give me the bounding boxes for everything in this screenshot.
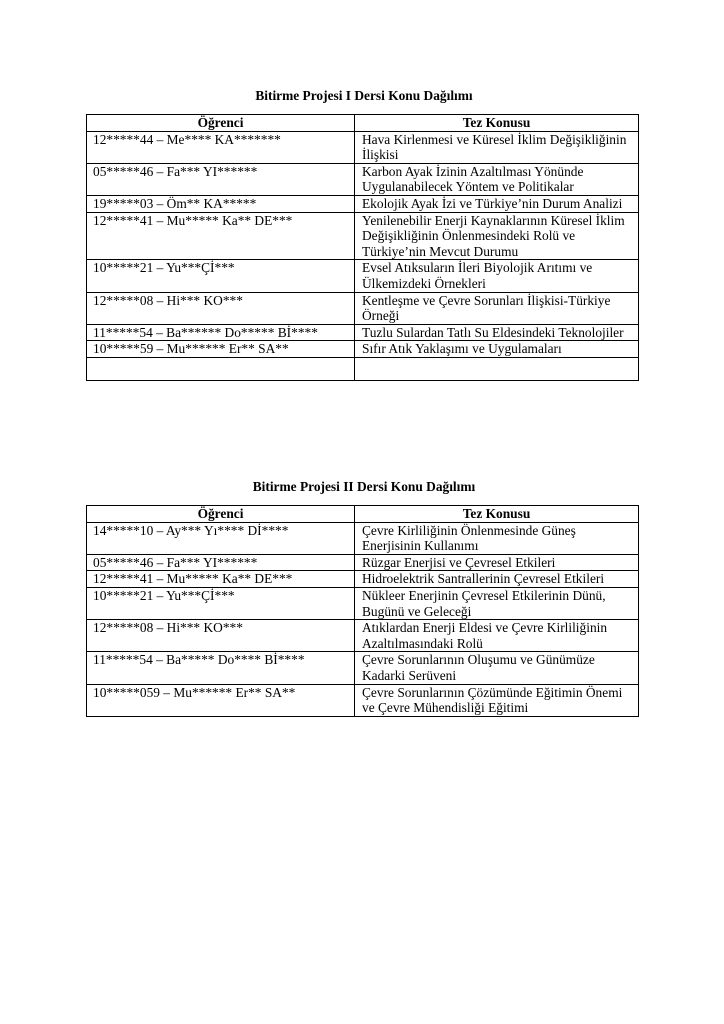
student-cell: 12*****41 – Mu***** Ka** DE*** — [87, 212, 355, 260]
table-empty-row — [87, 357, 639, 380]
topic-cell: Rüzgar Enerjisi ve Çevresel Etkileri — [355, 554, 639, 571]
header-student: Öğrenci — [87, 115, 355, 132]
table-row — [87, 571, 639, 588]
section-bitirme-projesi-1 — [86, 88, 638, 381]
table-row — [87, 620, 639, 652]
header-topic: Tez Konusu — [355, 115, 639, 132]
table-header-row — [87, 506, 639, 523]
topic-table — [86, 505, 639, 717]
student-cell: 11*****54 – Ba****** Do***** Bİ**** — [87, 324, 355, 341]
student-cell: 10*****059 – Mu****** Er** SA** — [87, 684, 355, 716]
table-row — [87, 587, 639, 619]
student-cell: 10*****59 – Mu****** Er** SA** — [87, 341, 355, 358]
topic-cell: Sıfır Atık Yaklaşımı ve Uygulamaları — [355, 341, 639, 358]
table-row — [87, 341, 639, 358]
table-row — [87, 324, 639, 341]
topic-cell: Atıklardan Enerji Eldesi ve Çevre Kirliliğinin Azaltılmasındaki Rolü — [355, 620, 639, 652]
topic-cell: Çevre Sorunlarının Çözümünde Eğitimin Önemi ve Çevre Mühendisliği Eğitimi — [355, 684, 639, 716]
topic-cell: Evsel Atıksuların İleri Biyolojik Arıtımı ve Ülkemizdeki Örnekleri — [355, 260, 639, 292]
student-cell: 05*****46 – Fa*** YI****** — [87, 554, 355, 571]
topic-cell: Çevre Kirliliğinin Önlenmesinde Güneş Enerjisinin Kullanımı — [355, 522, 639, 554]
student-cell: 12*****08 – Hi*** KO*** — [87, 620, 355, 652]
topic-cell: Tuzlu Sulardan Tatlı Su Eldesindeki Teknolojiler — [355, 324, 639, 341]
topic-cell: Kentleşme ve Çevre Sorunları İlişkisi-Türkiye Örneği — [355, 292, 639, 324]
student-cell: 12*****41 – Mu***** Ka** DE*** — [87, 571, 355, 588]
student-cell: 12*****44 – Me**** KA******* — [87, 131, 355, 163]
empty-cell — [355, 357, 639, 380]
table-row — [87, 684, 639, 716]
header-topic: Tez Konusu — [355, 506, 639, 523]
table-row — [87, 522, 639, 554]
header-student: Öğrenci — [87, 506, 355, 523]
topic-cell: Hidroelektrik Santrallerinin Çevresel Etkileri — [355, 571, 639, 588]
student-cell: 10*****21 – Yu***Çİ*** — [87, 587, 355, 619]
student-cell: 11*****54 – Ba***** Do**** Bİ**** — [87, 652, 355, 684]
table-row — [87, 260, 639, 292]
table-header-row — [87, 115, 639, 132]
student-cell: 10*****21 – Yu***Çİ*** — [87, 260, 355, 292]
table-row — [87, 554, 639, 571]
topic-table — [86, 114, 639, 381]
table-row — [87, 131, 639, 163]
topic-cell: Karbon Ayak İzinin Azaltılması Yönünde Uygulanabilecek Yöntem ve Politikalar — [355, 163, 639, 195]
topic-cell: Yenilenebilir Enerji Kaynaklarının Küresel İklim Değişikliğinin Önlenmesindeki Rolü ve Türkiye’nin Mevcut Durumu — [355, 212, 639, 260]
empty-cell — [87, 357, 355, 380]
student-cell: 19*****03 – Öm** KA***** — [87, 195, 355, 212]
table-row — [87, 195, 639, 212]
topic-cell: Nükleer Enerjinin Çevresel Etkilerinin Dünü, Bugünü ve Geleceği — [355, 587, 639, 619]
table-row — [87, 163, 639, 195]
topic-cell: Ekolojik Ayak İzi ve Türkiye’nin Durum Analizi — [355, 195, 639, 212]
student-cell: 05*****46 – Fa*** YI****** — [87, 163, 355, 195]
table-row — [87, 212, 639, 260]
section-bitirme-projesi-2 — [86, 479, 638, 717]
topic-cell: Çevre Sorunlarının Oluşumu ve Günümüze Kadarki Serüveni — [355, 652, 639, 684]
table-row — [87, 292, 639, 324]
student-cell: 14*****10 – Ay*** Yı**** Dİ**** — [87, 522, 355, 554]
topic-cell: Hava Kirlenmesi ve Küresel İklim Değişikliğinin İlişkisi — [355, 131, 639, 163]
section-title: Bitirme Projesi II Dersi Konu Dağılımı — [252, 479, 476, 494]
table-row — [87, 652, 639, 684]
student-cell: 12*****08 – Hi*** KO*** — [87, 292, 355, 324]
section-title: Bitirme Projesi I Dersi Konu Dağılımı — [255, 88, 473, 103]
